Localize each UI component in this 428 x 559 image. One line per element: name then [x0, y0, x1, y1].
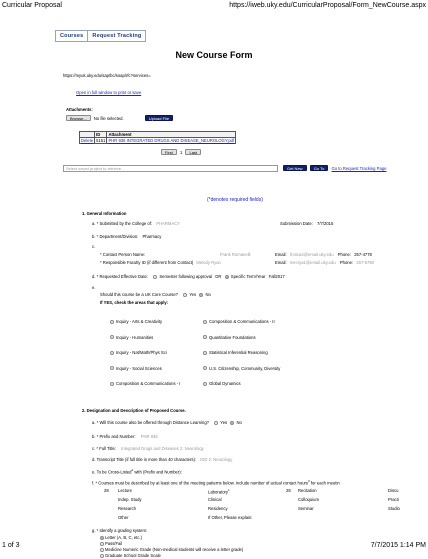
transcript-title-value[interactable]: IDD 2: Neurology — [200, 457, 233, 462]
core-course-question: Should this course be a UK Core Course? — [100, 292, 178, 297]
faculty-email-row — [275, 260, 374, 265]
print-timestamp: 7/7/2015 1:14 PM — [370, 542, 426, 549]
pager-page-number: 1 — [179, 150, 183, 155]
mp-other: Other — [118, 515, 129, 520]
tab-courses[interactable]: Courses — [56, 31, 88, 41]
faculty-value[interactable]: Melody Ryan — [196, 260, 221, 265]
attachments-pager — [161, 149, 201, 155]
table-row — [80, 138, 236, 144]
meeting-pattern-label: f. * Courses must be described by at least one of the meeting patterns below. Include number of actual contact hours — [92, 480, 309, 486]
core-course-section-label: e. — [92, 285, 96, 290]
distance-learning-label: a. * Will this course also be offered through Distance Learning? — [92, 420, 210, 425]
mp-indep-study: Indep. Study — [118, 497, 142, 502]
transcript-title-label: d. Transcript Title (if full title is more than 40 characters): — [92, 457, 197, 462]
page-count: 1 of 3 — [2, 542, 20, 549]
effective-date-row — [92, 274, 285, 279]
distance-no-radio[interactable] — [230, 421, 234, 425]
grading-letter-radio[interactable] — [100, 536, 104, 540]
prefix-number-row — [92, 434, 158, 439]
core-area-checkbox[interactable] — [110, 335, 114, 339]
full-title-label: c. * Full Title: — [92, 446, 116, 451]
transcript-title-row — [92, 457, 232, 462]
semester-following-label: Semester following approval — [159, 274, 212, 279]
delete-attachment-link[interactable]: Delete — [81, 138, 94, 143]
core-area-checkbox[interactable] — [110, 366, 114, 370]
tab-request-tracking[interactable]: Request Tracking — [92, 33, 142, 39]
print-header-url: https://iweb.uky.edu/CurricularProposal/Form_NewCourse.aspx — [229, 2, 426, 9]
top-tabs — [55, 30, 146, 42]
contact-person-value[interactable]: Frank Romanelli — [220, 252, 251, 257]
pager-first-button[interactable]: First — [161, 149, 177, 155]
mp-lecture: Lecture — [118, 488, 132, 493]
contact-person-label: * Contact Person Name: — [100, 252, 146, 257]
required-fields-note: (*denotes required fields) — [207, 197, 263, 203]
mp-residency: Residency — [208, 506, 228, 511]
distance-learning-row — [92, 420, 242, 425]
pager-last-button[interactable]: Last — [185, 149, 201, 155]
semester-following-radio[interactable] — [153, 275, 157, 279]
distance-no-label: No — [236, 420, 242, 425]
core-area-checkbox[interactable] — [110, 351, 114, 355]
effective-date-label: d. * Requested Effective Date: — [92, 274, 149, 279]
contact-phone-value[interactable]: 257-4778 — [354, 252, 372, 257]
core-areas-right — [203, 314, 280, 392]
mp-colloquium: Colloquium — [298, 497, 319, 502]
core-no-radio[interactable] — [199, 293, 203, 297]
core-area-checkbox[interactable] — [110, 382, 114, 386]
college-value[interactable]: PHARMACY — [156, 221, 180, 226]
list-item: Medicine Numeric Grade (Non-medical students will receive a letter grade) — [100, 547, 243, 553]
department-label: b. * Department/Division: — [92, 234, 139, 239]
meeting-pattern-label-suffix: for each meetin — [310, 480, 340, 486]
cross-listed-label-suffix: with (Prefix and Number): — [134, 469, 182, 475]
contact-phone-label: Phone: — [337, 252, 352, 257]
list-item: Inquiry - Arts & Creativity — [110, 314, 180, 330]
browse-button[interactable]: Browse... — [66, 115, 91, 121]
list-item: Inquiry - Humanities — [110, 330, 180, 346]
mp-discussion: Discu — [388, 488, 399, 493]
table-header-attachment: Attachment — [107, 132, 236, 138]
attachments-table — [79, 131, 236, 144]
list-item: Composition & Communications - II — [203, 314, 280, 330]
upload-file-button[interactable]: Upload File — [145, 115, 173, 121]
get-new-button[interactable]: Get New — [283, 165, 307, 171]
saved-project-actions — [283, 165, 386, 171]
list-item: Global Dynamics — [203, 376, 280, 392]
department-row — [92, 234, 161, 239]
core-if-yes-label: If YES, check the areas that apply: — [100, 300, 169, 305]
distance-yes-radio[interactable] — [214, 421, 218, 425]
prefix-number-value[interactable]: PHR 936 — [140, 434, 158, 439]
core-area-checkbox[interactable] — [203, 366, 207, 370]
request-tracking-link[interactable]: Go to Request Tracking Page — [331, 166, 387, 171]
faculty-email-value[interactable]: mecrya1@email.uky.edu — [289, 260, 336, 265]
print-header-title: Curricular Proposal — [2, 2, 62, 9]
cross-listed-row — [92, 468, 182, 474]
grading-graduate-radio[interactable] — [100, 554, 104, 558]
core-area-checkbox[interactable] — [203, 351, 207, 355]
mp-studio: Studio — [388, 506, 400, 511]
table-header-id: ID — [95, 132, 107, 138]
print-header — [2, 2, 426, 12]
list-item: Letter (A, B, C, etc.) — [100, 535, 243, 541]
submission-date-label: Submission Date: — [280, 221, 313, 226]
term-dropdown[interactable]: Fall2017 — [268, 274, 285, 279]
submission-date-row — [280, 221, 333, 226]
full-title-value[interactable]: Integrated Drugs and Diseases 2: Neurology — [121, 446, 204, 451]
core-area-checkbox[interactable] — [203, 335, 207, 339]
core-area-checkbox[interactable] — [203, 382, 207, 386]
distance-yes-label: Yes — [220, 420, 228, 425]
specific-term-label: Specific Term/Year — [230, 274, 266, 279]
list-item: Graduate School Grade Scale — [100, 553, 243, 559]
mp-other-explain: If Other, Please explain: — [208, 515, 253, 520]
cross-listed-footnote: 2 — [131, 468, 134, 472]
attachments-label: Attachments: — [66, 107, 93, 112]
college-row — [92, 221, 180, 226]
list-item: Inquiry - Nat/Math/Phys Sci — [110, 345, 180, 361]
lecture-hours[interactable]: 28 — [104, 488, 109, 493]
meeting-pattern-row — [92, 479, 340, 485]
file-picker — [66, 115, 173, 121]
section2-heading: 2. Designation and Description of Proposed Course. — [82, 408, 186, 413]
effective-date-or: OR — [215, 274, 222, 279]
recitation-hours[interactable]: 28 — [286, 488, 291, 493]
prefix-number-label: b. * Prefix and Number: — [92, 434, 136, 439]
open-full-window-link[interactable]: Open in full window to print or save — [76, 90, 142, 95]
contact-section-label: c. — [92, 244, 96, 249]
core-yes-label: Yes — [189, 292, 197, 297]
full-title-row — [92, 446, 204, 451]
contact-email-row — [275, 252, 372, 257]
page-title: New Course Form — [175, 50, 253, 60]
cross-listed-label: e. To be Cross-Listed — [92, 469, 132, 475]
mp-research: Research — [118, 506, 136, 511]
meeting-pattern-footnote: 3 — [308, 479, 310, 483]
faculty-row — [100, 260, 221, 265]
section1-heading: 1. General Information — [82, 211, 127, 216]
mp-recitation: Recitation — [298, 488, 317, 493]
mp-practicum: Practi — [388, 497, 399, 502]
specific-term-radio[interactable] — [225, 275, 229, 279]
contact-person-row — [100, 252, 145, 257]
faculty-phone-value[interactable]: 257-5780 — [356, 260, 374, 265]
list-item: Inquiry - Social Sciences — [110, 361, 180, 377]
print-footer — [2, 542, 426, 552]
attachment-file-link[interactable]: PHR 936 INTEGRATED DRUGS AND DISEASE_NEUROLOGY.pdf — [108, 138, 235, 143]
core-no-label: No — [205, 292, 211, 297]
faculty-label: * Responsible Faculty ID (if different from Contact) — [100, 260, 194, 265]
contact-email-label: Email: — [275, 252, 287, 257]
list-item: Statistical Inferential Reasoning — [203, 345, 280, 361]
college-label: a. * Submitted by the College of: — [92, 221, 153, 226]
saved-project-select[interactable]: Select saved project to retrieve... — [63, 165, 278, 172]
faculty-phone-label: Phone: — [339, 260, 354, 265]
core-course-row — [100, 292, 211, 297]
submission-date-value: 7/7/2015 — [317, 221, 334, 226]
soap-url: https://myuk.uky.edu/sap/bc/soap/rfc?services= — [63, 73, 151, 78]
attachment-id: 5151 — [96, 138, 106, 143]
core-area-checkbox[interactable] — [110, 320, 114, 324]
mp-seminar: Seminar — [298, 506, 314, 511]
go-to-button[interactable]: Go To — [310, 165, 329, 171]
mp-laboratory: Laboratory$^1$ — [208, 488, 230, 495]
list-item: Pass/Fail — [100, 541, 243, 547]
contact-email-value[interactable]: fromai2@email.uky.edu — [289, 252, 334, 257]
list-item: Composition & Communications - I — [110, 376, 180, 392]
faculty-email-label: Email: — [275, 260, 287, 265]
core-yes-radio[interactable] — [183, 293, 187, 297]
mp-laboratory-footnote: 1 — [228, 488, 230, 492]
no-file-text: No file selected. — [93, 116, 124, 121]
grading-label: g. * Identify a grading system: — [92, 528, 148, 533]
list-item: Quantitative Foundations — [203, 330, 280, 346]
list-item: U.S. Citizenship, Community, Diversity — [203, 361, 280, 377]
department-value[interactable]: Pharmacy — [142, 234, 162, 239]
core-areas-left — [110, 314, 180, 392]
core-area-checkbox[interactable] — [203, 320, 207, 324]
mp-clinical: Clinical — [208, 497, 222, 502]
